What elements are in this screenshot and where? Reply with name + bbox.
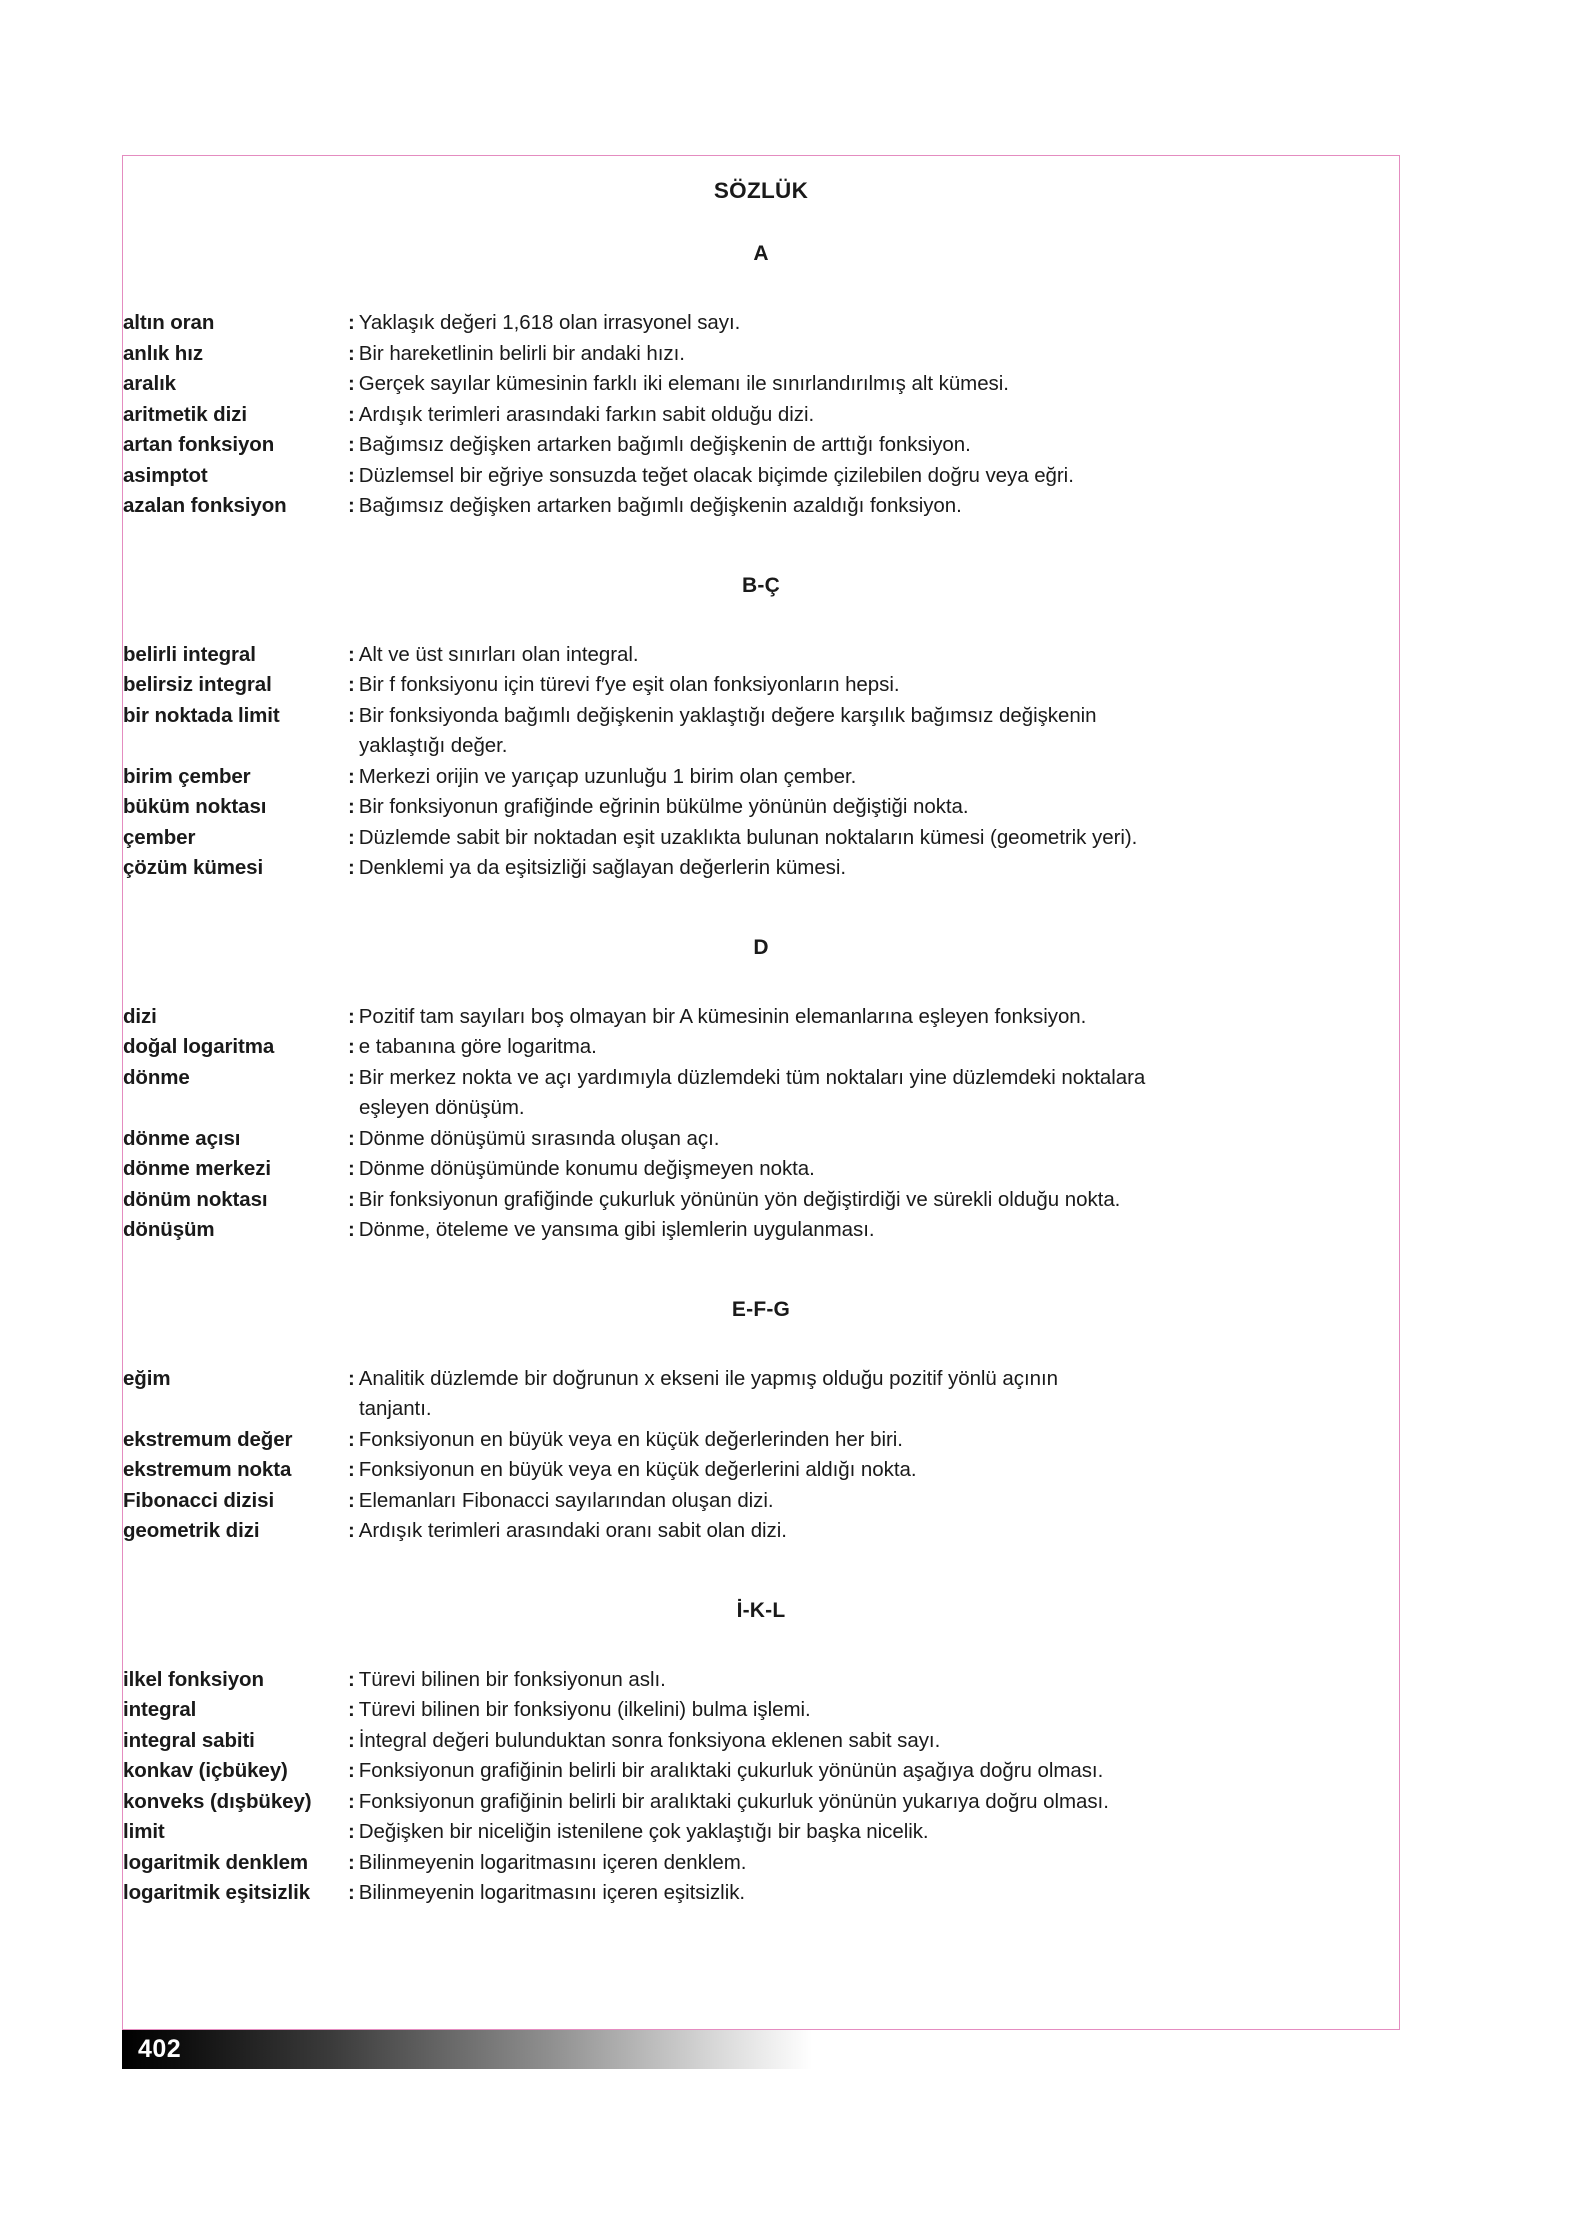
definition-colon: : (348, 673, 355, 696)
section-spacer (123, 522, 1399, 574)
page-number: 402 (138, 2035, 182, 2063)
glossary-definition (348, 1695, 1399, 1726)
definition-colon: : (348, 856, 355, 879)
definition-text: Değişken bir niceliğin istenilene çok yaklaştığı bir başka nicelik. (358, 1820, 929, 1843)
definition-colon: : (348, 764, 355, 788)
definition-text: Ardışık terimleri arasındaki oranı sabit olan dizi. (358, 1519, 787, 1542)
definition-text: Türevi bilinen bir fonksiyonun aslı. (358, 1667, 666, 1691)
definition-colon: : (348, 463, 355, 487)
definition-text: e tabanına göre logaritma. (358, 1035, 597, 1058)
glossary-term: büküm noktası (123, 795, 267, 818)
glossary-entry-row (123, 1032, 1399, 1063)
definition-text: Denklemi ya da eşitsizliği sağlayan değerlerin kümesi. (358, 856, 847, 879)
glossary-definition (348, 1516, 1399, 1547)
glossary-entry-row (123, 1787, 1399, 1818)
section-letter-heading: A (753, 242, 769, 265)
definition-text: Bir fonksiyonun grafiğinde çukurluk yönünün yön değiştirdiği ve sürekli olduğu nokta. (358, 1187, 1121, 1211)
glossary-term: dönüşüm (123, 1218, 215, 1241)
glossary-term: konveks (dışbükey) (123, 1789, 312, 1813)
glossary-entry-table (123, 308, 1399, 522)
glossary-entry-row (123, 430, 1399, 461)
section-spacer (123, 960, 1399, 1002)
glossary-entry-row (123, 701, 1399, 762)
section-spacer (123, 1547, 1399, 1599)
glossary-entry-row (123, 853, 1399, 884)
definition-text: Ardışık terimleri arasındaki farkın sabit olduğu dizi. (358, 402, 815, 426)
glossary-entry-row (123, 1695, 1399, 1726)
glossary-entry-row (123, 308, 1399, 339)
glossary-term: artan fonksiyon (123, 433, 275, 456)
glossary-term: ekstremum değer (123, 1427, 293, 1451)
definition-colon: : (348, 1035, 355, 1058)
glossary-term: Fibonacci dizisi (123, 1488, 275, 1512)
definition-text: Bilinmeyenin logaritmasını içeren denklem. (358, 1850, 747, 1874)
definition-colon: : (348, 402, 355, 426)
section-letter-heading: E-F-G (731, 1297, 791, 1321)
definition-text: Bilinmeyenin logaritmasını içeren eşitsizlik. (358, 1881, 746, 1904)
definition-text: Bağımsız değişken artarken bağımlı değişkenin azaldığı fonksiyon. (358, 494, 962, 517)
section-spacer (123, 1246, 1399, 1298)
glossary-sections (123, 204, 1399, 1909)
glossary-definition (348, 1787, 1399, 1818)
definition-colon: : (348, 1789, 355, 1813)
glossary-term: konkav (içbükey) (123, 1759, 288, 1782)
glossary-definition (348, 1124, 1399, 1155)
definition-text: Pozitif tam sayıları boş olmayan bir A kümesinin elemanlarına eşleyen fonksiyon. (358, 1004, 1087, 1028)
definition-colon: : (348, 642, 355, 666)
definition-text: Merkezi orijin ve yarıçap uzunluğu 1 birim olan çember. (358, 764, 857, 788)
glossary-definition (348, 1486, 1399, 1517)
definition-text: Bir f fonksiyonu için türevi f′ye eşit olan fonksiyonların hepsi. (358, 673, 900, 696)
glossary-entry-row (123, 400, 1399, 431)
glossary-term: çember (123, 825, 196, 849)
definition-colon: : (348, 1157, 355, 1180)
glossary-term: logaritmik eşitsizlik (123, 1881, 311, 1904)
section-spacer (123, 598, 1399, 640)
glossary-term: belirsiz integral (123, 673, 272, 696)
definition-colon: : (348, 703, 355, 727)
definition-colon: : (348, 1488, 355, 1512)
glossary-term: çözüm kümesi (123, 856, 264, 879)
definition-text: Analitik düzlemde bir doğrunun x ekseni ile yapmış olduğu pozitif yönlü açının (358, 1366, 1058, 1390)
glossary-term: anlık hız (123, 341, 203, 365)
definition-colon: : (348, 795, 355, 818)
definition-colon: : (348, 1850, 355, 1874)
definition-colon: : (348, 1759, 355, 1782)
definition-colon: : (348, 1728, 355, 1752)
glossary-term: aritmetik dizi (123, 402, 247, 426)
definition-colon: : (348, 372, 355, 395)
glossary-definition (348, 1665, 1399, 1696)
glossary-definition (348, 491, 1399, 522)
section-spacer (123, 1322, 1399, 1364)
definition-text: Gerçek sayılar kümesinin farklı iki elemanı ile sınırlandırılmış alt kümesi. (358, 372, 1009, 395)
glossary-entry-row (123, 339, 1399, 370)
glossary-term: geometrik dizi (123, 1519, 260, 1542)
definition-colon: : (348, 1126, 355, 1150)
glossary-definition (348, 1154, 1399, 1185)
definition-text: Dönme dönüşümünde konumu değişmeyen nokta. (358, 1157, 815, 1180)
definition-continuation: tanjantı. (359, 1397, 432, 1420)
glossary-entry-row (123, 1817, 1399, 1848)
glossary-definition (348, 701, 1399, 762)
glossary-entry-row (123, 1185, 1399, 1216)
glossary-definition (348, 1032, 1399, 1063)
glossary-entry-row (123, 1063, 1399, 1124)
definition-text: Fonksiyonun grafiğinin belirli bir aralıktaki çukurluk yönünün yukarıya doğru olması. (358, 1789, 1109, 1813)
definition-colon: : (348, 433, 355, 456)
definition-colon: : (348, 1458, 355, 1481)
glossary-term: ilkel fonksiyon (123, 1667, 264, 1691)
glossary-entry-row (123, 1665, 1399, 1696)
section-letter-heading: D (753, 935, 769, 959)
glossary-definition (348, 1215, 1399, 1246)
glossary-definition (348, 853, 1399, 884)
definition-colon: : (348, 825, 355, 849)
glossary-entry-row (123, 1002, 1399, 1033)
glossary-definition (348, 1364, 1399, 1425)
glossary-definition (348, 1063, 1399, 1124)
definition-colon: : (348, 311, 355, 334)
glossary-entry-row (123, 1756, 1399, 1787)
glossary-definition (348, 1185, 1399, 1216)
glossary-entry-row (123, 1486, 1399, 1517)
glossary-term: eğim (123, 1366, 171, 1390)
glossary-definition (348, 369, 1399, 400)
glossary-term: dizi (123, 1004, 157, 1028)
definition-text: Fonksiyonun en büyük veya en küçük değerlerini aldığı nokta. (358, 1458, 917, 1481)
definition-text: Bağımsız değişken artarken bağımlı değişkenin de arttığı fonksiyon. (358, 433, 971, 456)
section-letter-heading: B-Ç (742, 573, 780, 597)
definition-colon: : (348, 1820, 355, 1843)
definition-text: Bir fonksiyonda bağımlı değişkenin yaklaştığı değere karşılık bağımsız değişkenin (358, 703, 1097, 727)
glossary-entry-row (123, 1425, 1399, 1456)
content-frame (122, 155, 1400, 2030)
definition-colon: : (348, 494, 355, 517)
glossary-entry-row (123, 792, 1399, 823)
definition-colon: : (348, 1667, 355, 1691)
definition-colon: : (348, 1519, 355, 1542)
glossary-definition (348, 430, 1399, 461)
glossary-definition (348, 792, 1399, 823)
glossary-term: ekstremum nokta (123, 1458, 292, 1481)
glossary-entry-row (123, 640, 1399, 671)
definition-text: Yaklaşık değeri 1,618 olan irrasyonel sayı. (358, 311, 741, 334)
glossary-entry-row (123, 1455, 1399, 1486)
glossary-definition (348, 670, 1399, 701)
glossary-definition (348, 308, 1399, 339)
glossary-term: altın oran (123, 311, 215, 334)
glossary-entry-table (123, 1364, 1399, 1547)
glossary-term: bir noktada limit (123, 703, 280, 727)
section-spacer (123, 884, 1399, 936)
glossary-entry-row (123, 1215, 1399, 1246)
definition-text: Alt ve üst sınırları olan integral. (358, 642, 639, 666)
definition-text: Fonksiyonun en büyük veya en küçük değerlerinden her biri. (358, 1427, 903, 1451)
glossary-term: integral (123, 1698, 197, 1721)
glossary-definition (348, 1455, 1399, 1486)
definition-text: Düzlemsel bir eğriye sonsuzda teğet olacak biçimde çizilebilen doğru veya eğri. (358, 463, 1074, 487)
glossary-term: azalan fonksiyon (123, 494, 287, 517)
glossary-entry-row (123, 670, 1399, 701)
glossary-term: aralık (123, 372, 176, 395)
glossary-term: birim çember (123, 764, 251, 788)
definition-text: Türevi bilinen bir fonksiyonu (ilkelini) bulma işlemi. (358, 1698, 811, 1721)
glossary-entry-row (123, 491, 1399, 522)
section-spacer (123, 266, 1399, 308)
glossary-term: limit (123, 1820, 165, 1843)
definition-colon: : (348, 341, 355, 365)
glossary-entry-row (123, 461, 1399, 492)
glossary-definition (348, 1726, 1399, 1757)
glossary-entry-row (123, 1878, 1399, 1909)
glossary-definition (348, 339, 1399, 370)
glossary-term: dönme açısı (123, 1126, 241, 1150)
definition-colon: : (348, 1427, 355, 1451)
glossary-entry-row (123, 369, 1399, 400)
glossary-entry-row (123, 1154, 1399, 1185)
glossary-term: dönme (123, 1065, 190, 1089)
glossary-entry-row (123, 823, 1399, 854)
glossary-entry-row (123, 762, 1399, 793)
glossary-entry-row (123, 1848, 1399, 1879)
glossary-entry-row (123, 1726, 1399, 1757)
glossary-definition (348, 762, 1399, 793)
definition-colon: : (348, 1218, 355, 1241)
glossary-term: dönme merkezi (123, 1157, 271, 1180)
definition-text: Elemanları Fibonacci sayılarından oluşan dizi. (358, 1488, 774, 1512)
glossary-entry-row (123, 1516, 1399, 1547)
definition-colon: : (348, 1004, 355, 1028)
section-letter-heading: İ-K-L (736, 1598, 786, 1622)
section-spacer (123, 1623, 1399, 1665)
definition-colon: : (348, 1187, 355, 1211)
glossary-definition (348, 400, 1399, 431)
page-title: SÖZLÜK (713, 178, 809, 203)
definition-text: Fonksiyonun grafiğinin belirli bir aralıktaki çukurluk yönünün aşağıya doğru olması. (358, 1759, 1104, 1782)
definition-colon: : (348, 1065, 355, 1089)
definition-continuation: yaklaştığı değer. (359, 734, 508, 757)
glossary-body (123, 156, 1399, 2029)
glossary-term: integral sabiti (123, 1728, 255, 1752)
glossary-entry-row (123, 1364, 1399, 1425)
glossary-definition (348, 1878, 1399, 1909)
glossary-term: asimptot (123, 463, 208, 487)
glossary-term: logaritmik denklem (123, 1850, 309, 1874)
glossary-entry-row (123, 1124, 1399, 1155)
glossary-entry-table (123, 640, 1399, 884)
glossary-definition (348, 1002, 1399, 1033)
definition-colon: : (348, 1366, 355, 1390)
glossary-definition (348, 461, 1399, 492)
glossary-entry-table (123, 1665, 1399, 1909)
footer-bar (122, 2030, 812, 2069)
glossary-term: belirli integral (123, 642, 256, 666)
glossary-term: doğal logaritma (123, 1035, 275, 1058)
definition-continuation: eşleyen dönüşüm. (359, 1096, 525, 1119)
definition-text: Bir fonksiyonun grafiğinde eğrinin bükülme yönünün değiştiği nokta. (358, 795, 969, 818)
definition-text: İntegral değeri bulunduktan sonra fonksiyona eklenen sabit sayı. (358, 1728, 941, 1752)
definition-text: Bir merkez nokta ve açı yardımıyla düzlemdeki tüm noktaları yine düzlemdeki noktalara (358, 1065, 1146, 1089)
definition-colon: : (348, 1881, 355, 1904)
glossary-definition (348, 640, 1399, 671)
glossary-definition (348, 1817, 1399, 1848)
definition-colon: : (348, 1698, 355, 1721)
definition-text: Dönme dönüşümü sırasında oluşan açı. (358, 1126, 720, 1150)
glossary-term: dönüm noktası (123, 1187, 268, 1211)
section-spacer (123, 204, 1399, 242)
glossary-definition (348, 823, 1399, 854)
definition-text: Dönme, öteleme ve yansıma gibi işlemlerin uygulanması. (358, 1218, 875, 1241)
definition-text: Düzlemde sabit bir noktadan eşit uzaklıkta bulunan noktaların kümesi (geometrik yeri). (358, 825, 1138, 849)
glossary-definition (348, 1848, 1399, 1879)
glossary-definition (348, 1756, 1399, 1787)
glossary-definition (348, 1425, 1399, 1456)
glossary-entry-table (123, 1002, 1399, 1246)
definition-text: Bir hareketlinin belirli bir andaki hızı. (358, 341, 685, 365)
